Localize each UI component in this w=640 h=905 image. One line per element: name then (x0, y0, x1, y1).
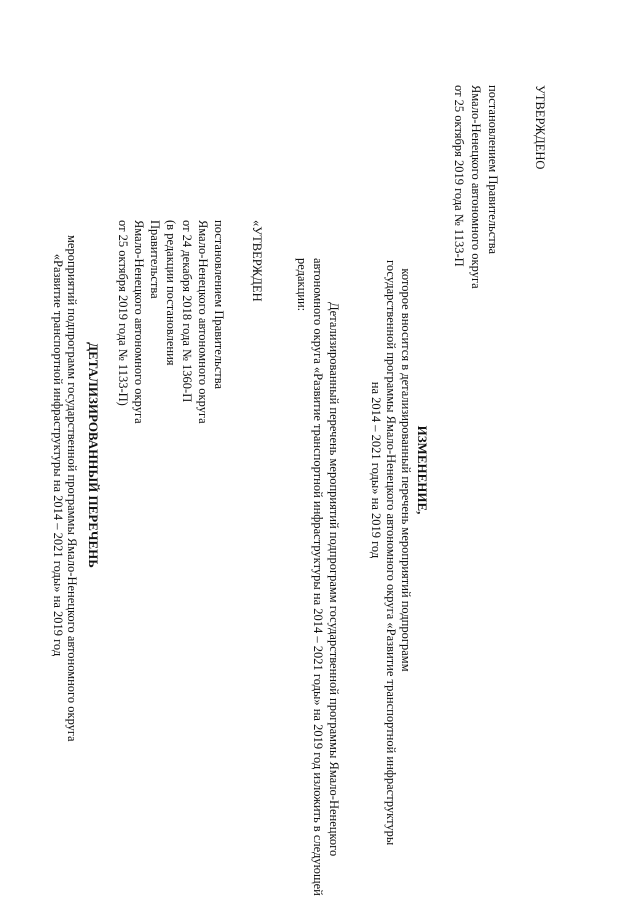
change-title: ИЗМЕНЕНИЕ, (415, 425, 430, 515)
amendment-paragraph (294, 258, 342, 896)
approval-stamp-2-line: Ямало-Ненецкого автономного округа (132, 220, 146, 424)
approval-stamp-2-line: (в редакции постановления (164, 220, 178, 366)
approval-stamp-2-line: Ямало-Ненецкого автономного округа (196, 220, 210, 424)
detail-subtitle-line: «Развитие транспортной инфраструктуры на 2014 – 2021 годы» на 2019 год (51, 253, 65, 657)
paragraph-line: Детализированный перечень мероприятий подпрограмм государственной программы Ямало-Ненецкого (327, 302, 341, 857)
detail-subtitle-line: мероприятий подпрограмм государственной программы Ямало-Ненецкого автономного округа (65, 235, 80, 742)
approval-stamp-1 (450, 85, 548, 289)
approval-stamp-2-line: Правительства (148, 220, 162, 299)
approval-stamp-1-line: Ямало-Ненецкого автономного округа (469, 85, 483, 289)
detail-title: ДЕТАЛИЗИРОВАННЫЙ ПЕРЕЧЕНЬ (86, 342, 101, 568)
approval-stamp-1-line: от 25 октября 2019 года № 1133-П (452, 85, 466, 267)
detail-title-block (51, 235, 101, 742)
approval-stamp-1-line: постановлением Правительства (486, 85, 500, 255)
approval-stamp-1-heading: УТВЕРЖДЕНО (533, 85, 547, 170)
approval-stamp-2-line: постановлением Правительства (212, 220, 226, 390)
change-subtitle-line: на 2014 – 2021 годы» на 2019 год (369, 381, 383, 559)
change-title-block (368, 260, 430, 846)
paragraph-line: автономного округа «Развитие транспортной инфраструктуры на 2014 – 2021 годы» на 2019 год изложить в следующей (311, 258, 325, 896)
approval-stamp-2-line: от 25 октября 2019 года № 1133-П) (116, 220, 130, 406)
approval-stamp-2 (115, 220, 265, 424)
approval-stamp-2-line: от 24 декабря 2018 года № 1360-П (180, 220, 194, 403)
change-subtitle-line: государственной программы Ямало-Ненецкого автономного округа «Развитие транспортной инфраструктуры (384, 260, 398, 846)
approval-stamp-2-heading: «УТВЕРЖДЕН (250, 220, 264, 302)
change-subtitle-line: которое вносится в детализированный перечень мероприятий подпрограмм (399, 268, 413, 672)
paragraph-line: редакции: (295, 258, 309, 312)
